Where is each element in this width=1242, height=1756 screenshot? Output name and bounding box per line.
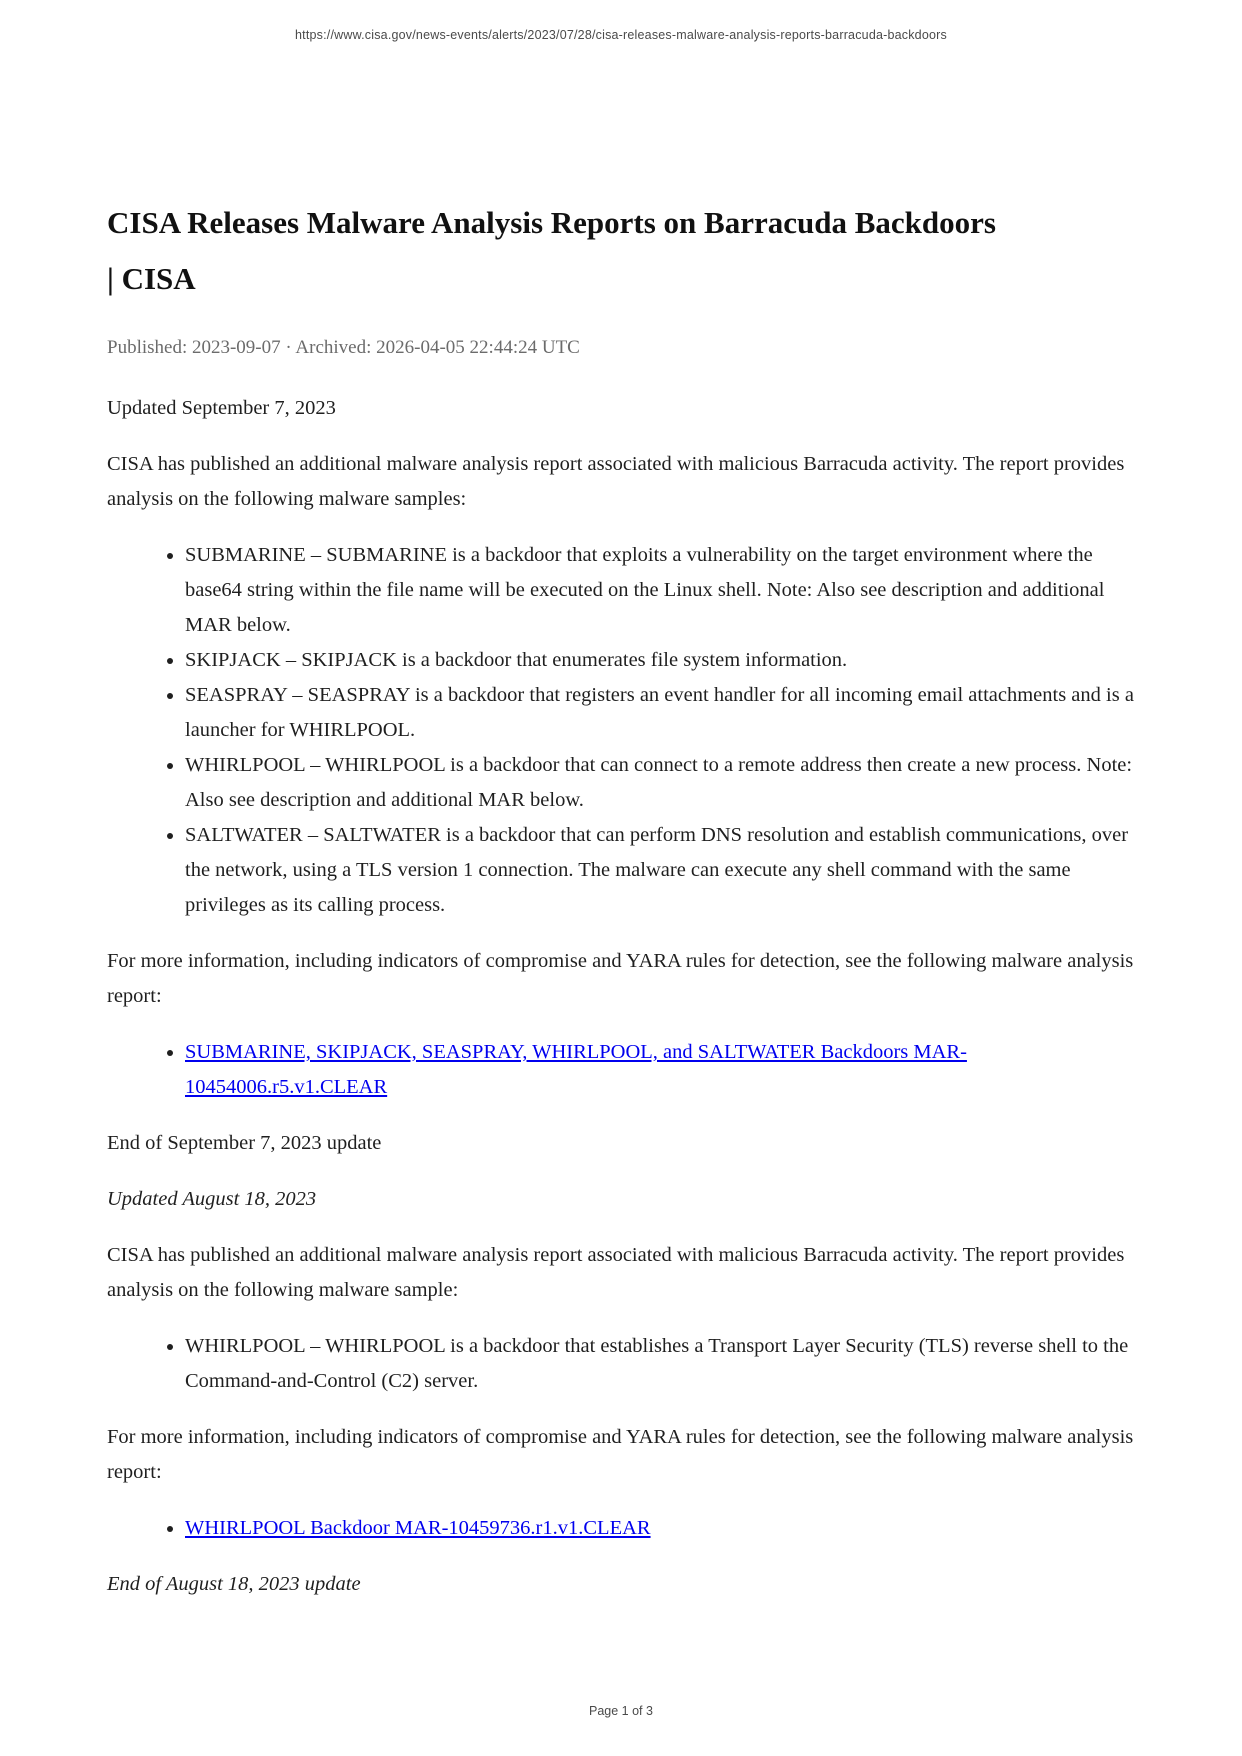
- list-item: • WHIRLPOOL – WHIRLPOOL is a backdoor that can connect to a remote address then create a new process. Note: Also see description and additional MAR below.: [185, 748, 1137, 818]
- malware-samples-list-september: [107, 538, 1137, 923]
- list-item: [185, 1035, 1137, 1105]
- august-update-heading: Updated August 18, 2023: [107, 1188, 317, 1210]
- september-more-info: For more information, including indicators of compromise and YARA rules for detection, see the following malware analysis report:: [107, 950, 1134, 1007]
- august-end-note: End of August 18, 2023 update: [107, 1573, 361, 1595]
- august-report-link-list: [107, 1511, 1137, 1546]
- page-title: [107, 195, 1137, 307]
- september-report-link-list: [107, 1035, 1137, 1105]
- list-item: • SALTWATER – SALTWATER is a backdoor that can perform DNS resolution and establish communications, over the network, using a TLS version 1 connection. The malware can execute any shell command with the same privileges as its calling process.: [185, 818, 1137, 923]
- published-archived-meta: Published: 2023-09-07 · Archived: 2026-04-05 22:44:24 UTC: [107, 337, 580, 358]
- august-report-link[interactable]: WHIRLPOOL Backdoor MAR-10459736.r1.v1.CLEAR: [185, 1517, 651, 1539]
- malware-samples-list-august: [107, 1329, 1137, 1399]
- page-number-footer: Page 1 of 3: [589, 1704, 653, 1718]
- september-end-note: End of September 7, 2023 update: [107, 1132, 382, 1154]
- list-item: • SKIPJACK – SKIPJACK is a backdoor that enumerates file system information.: [185, 643, 1137, 678]
- september-update-intro: CISA has published an additional malware analysis report associated with malicious Barracuda activity. The report provides analysis on the following malware samples:: [107, 453, 1125, 510]
- list-item: • SUBMARINE – SUBMARINE is a backdoor that exploits a vulnerability on the target environment where the base64 string within the file name will be executed on the Linux shell. Note: Also see description and additional MAR below.: [185, 538, 1137, 643]
- list-item: [185, 1511, 1137, 1546]
- page-title-line-1: CISA Releases Malware Analysis Reports on Barracuda Backdoors: [107, 205, 996, 240]
- august-more-info: For more information, including indicators of compromise and YARA rules for detection, see the following malware analysis report:: [107, 1426, 1134, 1483]
- page-title-line-2: | CISA: [107, 261, 196, 296]
- article-content: [107, 195, 1137, 1623]
- list-item: • SEASPRAY – SEASPRAY is a backdoor that registers an event handler for all incoming email attachments and is a launcher for WHIRLPOOL.: [185, 678, 1137, 748]
- august-update-intro: CISA has published an additional malware analysis report associated with malicious Barracuda activity. The report provides analysis on the following malware sample:: [107, 1244, 1125, 1301]
- print-header-url: https://www.cisa.gov/news-events/alerts/2023/07/28/cisa-releases-malware-analysis-reports-barracuda-backdoors: [295, 28, 947, 42]
- september-update-heading: Updated September 7, 2023: [107, 397, 336, 419]
- september-report-link[interactable]: SUBMARINE, SKIPJACK, SEASPRAY, WHIRLPOOL, and SALTWATER Backdoors MAR-10454006.r5.v1.CLEAR: [185, 1041, 967, 1098]
- list-item: • WHIRLPOOL – WHIRLPOOL is a backdoor that establishes a Transport Layer Security (TLS) reverse shell to the Command-and-Control (C2) server.: [185, 1329, 1137, 1399]
